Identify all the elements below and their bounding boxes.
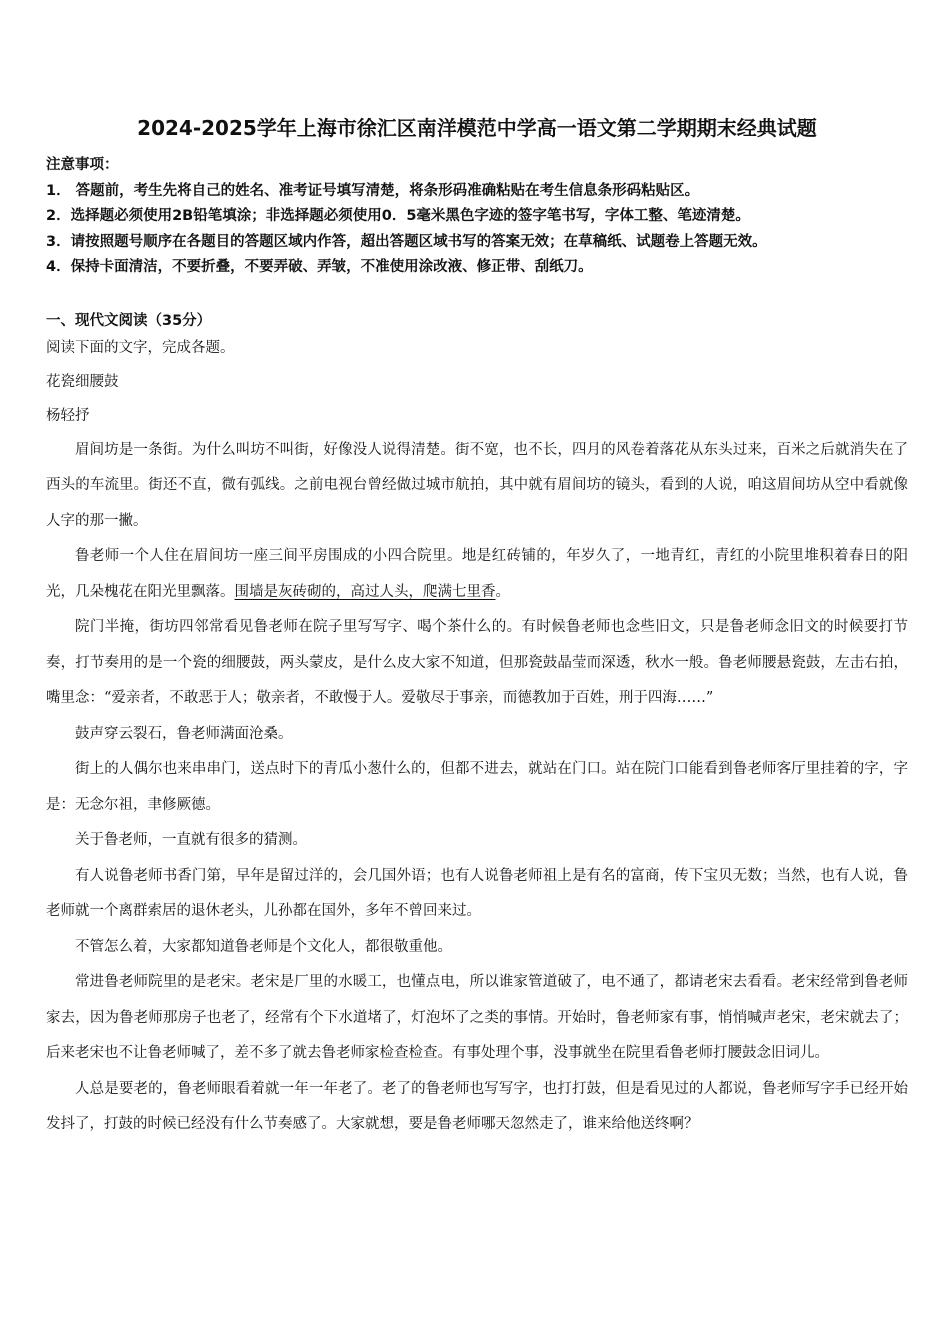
paragraph-2	[46, 539, 908, 610]
paragraph-3: 院门半掩，街坊四邻常看见鲁老师在院子里写写字、喝个茶什么的。有时候鲁老师也念些旧文，只是鲁老师念旧文的时候要打节奏，打节奏用的是一个瓷的细腰鼓，两头蒙皮，是什么皮大家不知道，但那瓷鼓晶莹而深透，秋水一般。鲁老师腰悬瓷鼓，左击右拍，嘴里念：“爱亲者，不敢恶于人；敬亲者，不敢慢于人。爱敬尽于事亲，而德教加于百姓，刑于四海……”	[46, 619, 908, 706]
paragraph-9: 常进鲁老师院里的是老宋。老宋是厂里的水暖工，也懂点电，所以谁家管道破了，电不通了，都请老宋去看看。老宋经常到鲁老师家去，因为鲁老师那房子也老了，经常有个下水道堵了，灯泡坏了之类的事情。开始时，鲁老师家有事，悄悄喊声老宋，老宋就去了；后来老宋也不让鲁老师喊了，差不多了就去鲁老师家检查检查。有事处理个事，没事就坐在院里看鲁老师打腰鼓念旧词儿。	[46, 974, 908, 1061]
section-title: 一、现代文阅读（35分）	[46, 312, 212, 329]
story-title: 花瓷细腰鼓	[46, 373, 119, 390]
paragraph-1: 眉间坊是一条街。为什么叫坊不叫街，好像没人说得清楚。街不宽，也不长，四月的风卷着落花从东头过来，百米之后就消失在了西头的车流里。街还不直，微有弧线。之前电视台曾经做过城市航拍，其中就有眉间坊的镜头，看到的人说，咱这眉间坊从空中看就像人字的那一撇。	[46, 441, 908, 529]
notice-item-1: 1． 答题前，考生先将自己的姓名、准考证号填写清楚，将条形码准确粘贴在考生信息条形码粘贴区。	[46, 182, 700, 199]
paragraph-4: 鼓声穿云裂石，鲁老师满面沧桑。	[75, 725, 293, 742]
paragraph-2-text: 鲁老师一个人住在眉间坊一座三间平房围成的小四合院里。地是红砖铺的，年岁久了，一地青红，青红的小院里堆积着春日的阳光，几朵槐花在阳光里飘落。	[46, 548, 908, 600]
paragraph-7: 有人说鲁老师书香门第，早年是留过洋的，会几国外语；也有人说鲁老师祖上是有名的富商，传下宝贝无数；当然，也有人说，鲁老师就一个离群索居的退休老头，儿孙都在国外，多年不曾回来过。	[46, 867, 908, 919]
notice-item-2: 2．选择题必须使用2B铅笔填涂；非选择题必须使用0．5毫米黑色字迹的签字笔书写，字体工整、笔迹清楚。	[46, 208, 750, 224]
paragraph-10: 人总是要老的，鲁老师眼看着就一年一年老了。老了的鲁老师也写写字，也打打鼓，但是看见过的人都说，鲁老师写字手已经开始发抖了，打鼓的时候已经没有什么节奏感了。大家就想，要是鲁老师哪天忽然走了，谁来给他送终啊？	[46, 1080, 908, 1132]
notice-block	[46, 153, 908, 281]
story-author: 杨轻抒	[46, 407, 90, 424]
paragraph-5: 街上的人偶尔也来串串门，送点时下的青瓜小葱什么的，但都不进去，就站在门口。站在院门口能看到鲁老师客厅里挂着的字，字是：无念尔祖，聿修厥德。	[46, 761, 908, 813]
paragraph-6: 关于鲁老师，一直就有很多的猜测。	[75, 832, 307, 848]
section-instruction: 阅读下面的文字，完成各题。	[46, 339, 235, 356]
notice-heading: 注意事项：	[46, 157, 119, 173]
notice-item-3: 3．请按照题号顺序在各题目的答题区域内作答，超出答题区域书写的答案无效；在草稿纸、试题卷上答题无效。	[46, 233, 767, 250]
underlined-sentence: 围墙是灰砖砌的，高过人头，爬满七里香	[234, 583, 496, 600]
paragraph-8: 不管怎么着，大家都知道鲁老师是个文化人，都很敬重他。	[75, 938, 452, 955]
exam-title: 2024-2025学年上海市徐汇区南洋模范中学高一语文第二学期期末经典试题	[137, 116, 817, 140]
notice-item-4: 4．保持卡面清洁，不要折叠，不要弄破、弄皱，不准使用涂改液、修正带、刮纸刀。	[46, 259, 593, 275]
paragraph-2-end: 。	[495, 583, 510, 600]
